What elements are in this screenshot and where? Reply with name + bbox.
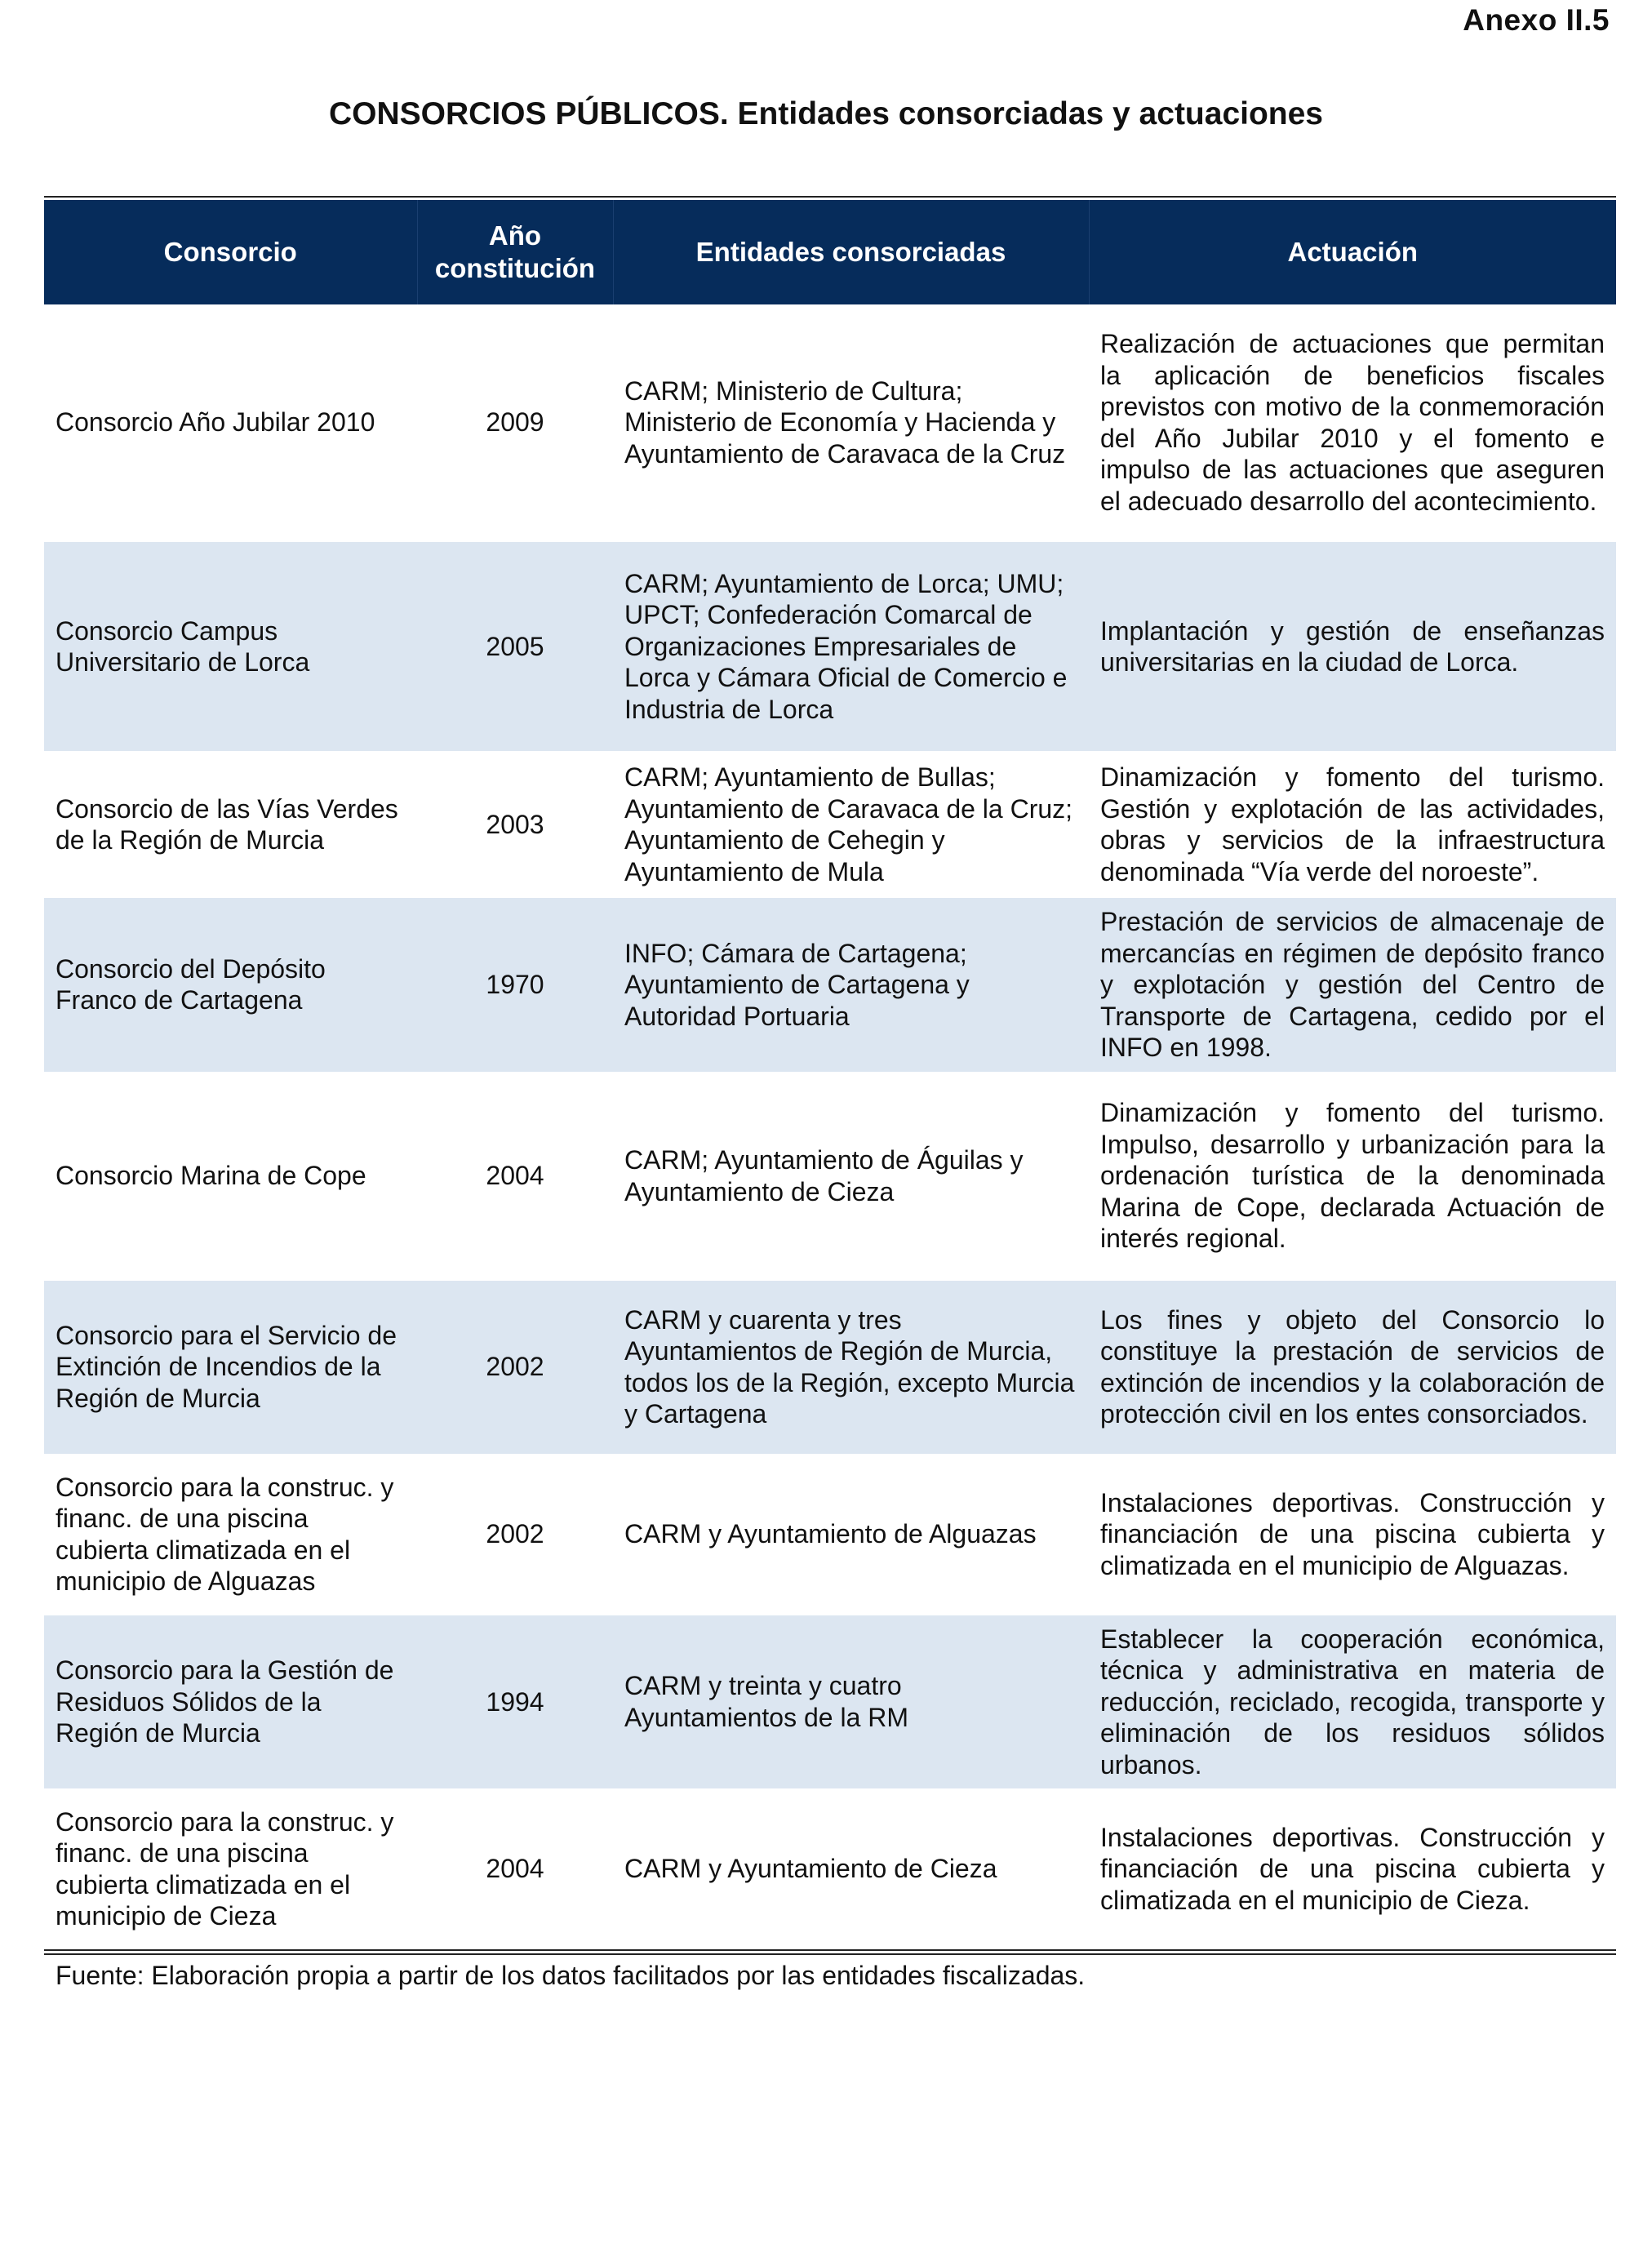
cell-consorcio: Consorcio Marina de Cope [44, 1073, 417, 1280]
cell-consorcio: Consorcio Campus Universitario de Lorca [44, 541, 417, 752]
cell-anio: 2009 [417, 304, 613, 541]
source-note: Fuente: Elaboración propia a partir de los datos facilitados por las entidades fiscalizadas. [56, 1961, 1086, 1990]
cell-actuacion: Implantación y gestión de enseñanzas universitarias en la ciudad de Lorca. [1089, 541, 1616, 752]
cell-entidades: CARM y Ayuntamiento de Cieza [613, 1789, 1089, 1948]
cell-anio: 2005 [417, 541, 613, 752]
cell-consorcio: Consorcio para la construc. y financ. de una piscina cubierta climatizada en el municipio de Alguazas [44, 1455, 417, 1615]
cell-actuacion: Prestación de servicios de almacenaje de mercancías en régimen de depósito franco y explotación y gestión del Centro de Transporte de Cartagena, cedido por el INFO en 1998. [1089, 897, 1616, 1073]
cell-actuacion: Instalaciones deportivas. Construcción y financiación de una piscina cubierta y climatizada en el municipio de Cieza. [1089, 1789, 1616, 1948]
table-row [44, 541, 1616, 752]
cell-entidades: CARM y cuarenta y tres Ayuntamientos de Región de Murcia, todos los de la Región, excepto Murcia y Cartagena [613, 1280, 1089, 1455]
cell-entidades: INFO; Cámara de Cartagena; Ayuntamiento de Cartagena y Autoridad Portuaria [613, 897, 1089, 1073]
header-consorcio: Consorcio [44, 200, 417, 304]
cell-consorcio: Consorcio para el Servicio de Extinción de Incendios de la Región de Murcia [44, 1280, 417, 1455]
cell-entidades: CARM; Ayuntamiento de Bullas; Ayuntamiento de Caravaca de la Cruz; Ayuntamiento de Cehegin y Ayuntamiento de Mula [613, 752, 1089, 897]
cell-actuacion: Realización de actuaciones que permitan la aplicación de beneficios fiscales previstos con motivo de la conmemoración del Año Jubilar 2010 y el fomento e impulso de las actuaciones que aseguren el adecuado desarrollo del acontecimiento. [1089, 304, 1616, 541]
page-title: CONSORCIOS PÚBLICOS. Entidades consorciadas y actuaciones [329, 96, 1323, 131]
cell-anio: 2002 [417, 1280, 613, 1455]
consortia-table-wrapper [44, 196, 1616, 1955]
cell-consorcio: Consorcio para la Gestión de Residuos Sólidos de la Región de Murcia [44, 1615, 417, 1790]
table-row [44, 1280, 1616, 1455]
annex-label: Anexo II.5 [1463, 3, 1610, 37]
table-row [44, 897, 1616, 1073]
cell-actuacion: Establecer la cooperación económica, técnica y administrativa en materia de reducción, reciclado, recogida, transporte y eliminación de los residuos sólidos urbanos. [1089, 1615, 1616, 1790]
table-header-row [44, 200, 1616, 304]
cell-consorcio: Consorcio para la construc. y financ. de una piscina cubierta climatizada en el municipio de Cieza [44, 1789, 417, 1948]
table-row [44, 1073, 1616, 1280]
cell-actuacion: Dinamización y fomento del turismo. Impulso, desarrollo y urbanización para la ordenación turística de la denominada Marina de Cope, declarada Actuación de interés regional. [1089, 1073, 1616, 1280]
cell-anio: 2004 [417, 1073, 613, 1280]
bottom-rule [44, 1949, 1616, 1955]
cell-consorcio: Consorcio del Depósito Franco de Cartagena [44, 897, 417, 1073]
header-anio: Año constitución [417, 200, 613, 304]
top-rule [44, 196, 1616, 198]
table-row [44, 1455, 1616, 1615]
cell-entidades: CARM; Ayuntamiento de Águilas y Ayuntamiento de Cieza [613, 1073, 1089, 1280]
cell-anio: 2004 [417, 1789, 613, 1948]
cell-actuacion: Los fines y objeto del Consorcio lo constituye la prestación de servicios de extinción de incendios y la colaboración de protección civil en los entes consorciados. [1089, 1280, 1616, 1455]
consortia-table [44, 200, 1616, 1948]
cell-anio: 1970 [417, 897, 613, 1073]
table-row [44, 752, 1616, 897]
header-entidades: Entidades consorciadas [613, 200, 1089, 304]
cell-entidades: CARM; Ayuntamiento de Lorca; UMU; UPCT; Confederación Comarcal de Organizaciones Empresariales de Lorca y Cámara Oficial de Comercio e Industria de Lorca [613, 541, 1089, 752]
cell-anio: 2003 [417, 752, 613, 897]
cell-consorcio: Consorcio Año Jubilar 2010 [44, 304, 417, 541]
cell-actuacion: Instalaciones deportivas. Construcción y financiación de una piscina cubierta y climatizada en el municipio de Alguazas. [1089, 1455, 1616, 1615]
cell-actuacion: Dinamización y fomento del turismo. Gestión y explotación de las actividades, obras y servicios de la infraestructura denominada “Vía verde del noroeste”. [1089, 752, 1616, 897]
cell-entidades: CARM y Ayuntamiento de Alguazas [613, 1455, 1089, 1615]
table-row [44, 1789, 1616, 1948]
cell-entidades: CARM; Ministerio de Cultura; Ministerio de Economía y Hacienda y Ayuntamiento de Caravaca de la Cruz [613, 304, 1089, 541]
table-row [44, 1615, 1616, 1790]
cell-anio: 1994 [417, 1615, 613, 1790]
cell-anio: 2002 [417, 1455, 613, 1615]
cell-entidades: CARM y treinta y cuatro Ayuntamientos de la RM [613, 1615, 1089, 1790]
header-actuacion: Actuación [1089, 200, 1616, 304]
table-row [44, 304, 1616, 541]
cell-consorcio: Consorcio de las Vías Verdes de la Región de Murcia [44, 752, 417, 897]
